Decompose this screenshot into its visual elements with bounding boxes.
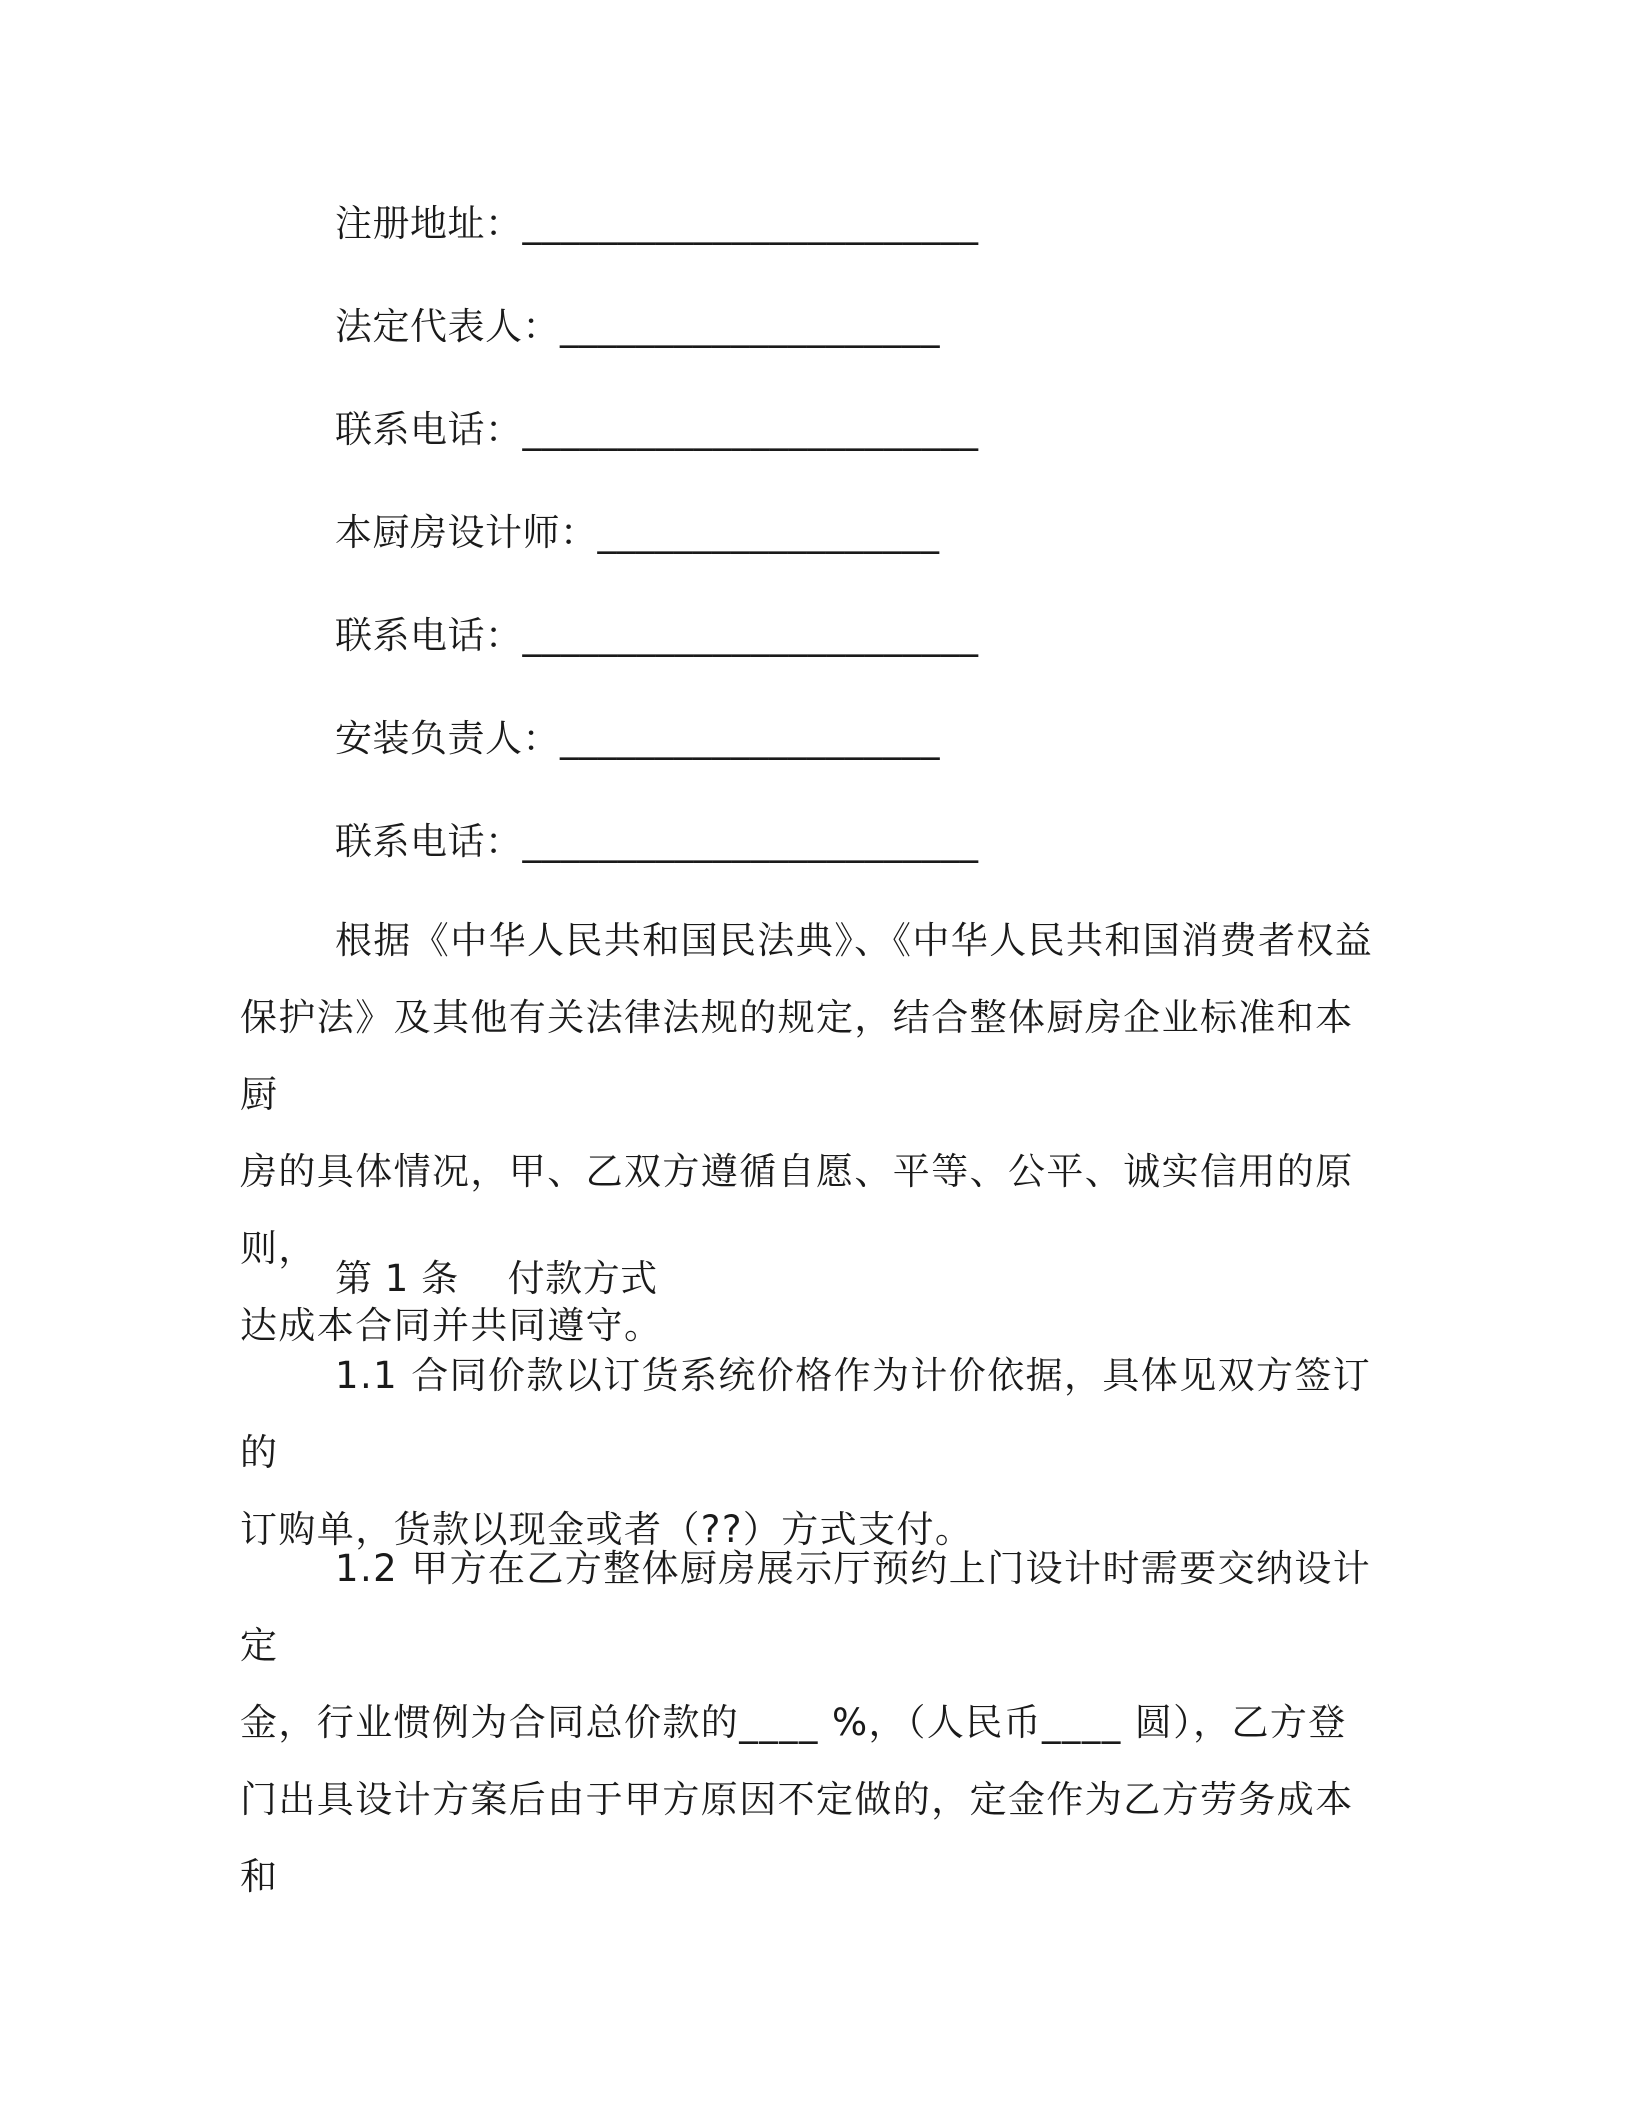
clause-line: 门出具设计方案后由于甲方原因不定做的，定金作为乙方劳务成本和	[240, 1778, 1354, 1898]
article-1-heading: 第 1 条 付款方式	[335, 1257, 658, 1300]
clause-line: 1.1 合同价款以订货系统价格作为计价依据，具体见双方签订的	[240, 1354, 1372, 1474]
legal-representative-field: 法定代表人：____________________	[335, 305, 940, 348]
preamble-line: 根据《中华人民共和国民法典》、《中华人民共和国消费者权益	[335, 919, 1374, 962]
clause-1-2	[240, 1530, 1380, 1915]
preamble-line: 达成本合同并共同遵守。	[240, 1304, 663, 1347]
preamble-line: 房的具体情况，甲、乙双方遵循自愿、平等、公平、诚实信用的原则，	[240, 1150, 1354, 1270]
contact-phone-field: 联系电话：________________________	[335, 408, 979, 451]
installer-phone-field: 联系电话：________________________	[335, 820, 979, 863]
preamble-line: 保护法》及其他有关法律法规的规定，结合整体厨房企业标准和本厨	[240, 996, 1354, 1116]
designer-phone-field: 联系电话：________________________	[335, 614, 979, 657]
clause-line: 订购单，货款以现金或者（??）方式支付。	[240, 1508, 974, 1551]
clause-line: 1.2 甲方在乙方整体厨房展示厅预约上门设计时需要交纳设计定	[240, 1547, 1372, 1667]
clause-line: 金，行业惯例为合同总价款的____ %，（人民币____ 圆），乙方登	[240, 1701, 1347, 1744]
kitchen-designer-field: 本厨房设计师：__________________	[335, 511, 940, 554]
installation-manager-field: 安装负责人：____________________	[335, 717, 940, 760]
registered-address-field: 注册地址：________________________	[335, 202, 979, 245]
